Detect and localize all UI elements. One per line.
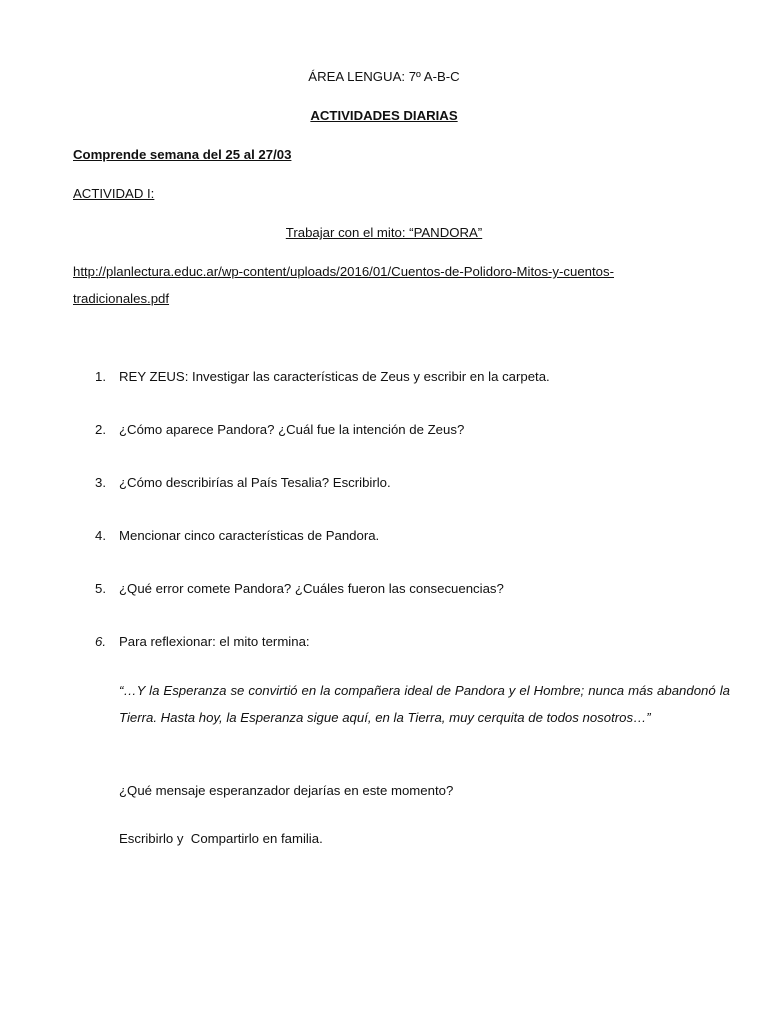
list-number: 6. bbox=[95, 634, 106, 649]
list-item-4 bbox=[95, 527, 730, 545]
myth-quote bbox=[119, 677, 730, 731]
reflection-question bbox=[119, 782, 730, 800]
list-item-text: Mencionar cinco características de Pandora. bbox=[119, 528, 380, 543]
resource-link-line-1[interactable] bbox=[73, 263, 730, 281]
work-title-text: Trabajar con el mito: “PANDORA” bbox=[285, 225, 483, 240]
resource-link-continued[interactable]: tradicionales.pdf bbox=[73, 291, 170, 306]
title-text: ÁREA LENGUA: 7º A-B-C bbox=[308, 69, 460, 84]
document-subtitle bbox=[0, 107, 768, 125]
list-item-text: ¿Qué error comete Pandora? ¿Cuáles fueron las consecuencias? bbox=[119, 581, 504, 596]
subtitle-text: ACTIVIDADES DIARIAS bbox=[310, 108, 458, 123]
list-item-5 bbox=[95, 580, 730, 598]
list-item-1 bbox=[95, 368, 730, 386]
document-title bbox=[0, 68, 768, 86]
list-item-text: ¿Cómo aparece Pandora? ¿Cuál fue la intención de Zeus? bbox=[119, 422, 465, 437]
week-heading bbox=[73, 146, 730, 164]
work-title bbox=[0, 224, 768, 242]
quote-text: “…Y la Esperanza se convirtió en la compañera ideal de Pandora y el Hombre; nunca más abandonó la Tierra. Hasta hoy, la Esperanza sigue aquí, en la Tierra, muy cerquita de todos nosotros…” bbox=[119, 683, 730, 725]
closing-text: Escribirlo y Compartirlo en familia. bbox=[119, 831, 323, 846]
list-number: 1. bbox=[95, 369, 106, 384]
list-number: 2. bbox=[95, 422, 106, 437]
list-item-text: ¿Cómo describirías al País Tesalia? Escribirlo. bbox=[119, 475, 391, 490]
list-item-2 bbox=[95, 421, 730, 439]
list-item-3 bbox=[95, 474, 730, 492]
list-number: 5. bbox=[95, 581, 106, 596]
list-number: 3. bbox=[95, 475, 106, 490]
list-item-6 bbox=[95, 633, 730, 651]
activity-text: ACTIVIDAD I: bbox=[73, 186, 155, 201]
closing-instruction bbox=[119, 830, 730, 848]
list-number: 4. bbox=[95, 528, 106, 543]
list-item-text: REY ZEUS: Investigar las características de Zeus y escribir en la carpeta. bbox=[119, 369, 550, 384]
resource-link[interactable]: http://planlectura.educ.ar/wp-content/uploads/2016/01/Cuentos-de-Polidoro-Mitos-y-cuentos- bbox=[73, 264, 614, 279]
week-text: Comprende semana del 25 al 27/03 bbox=[73, 147, 292, 162]
list-item-text: Para reflexionar: el mito termina: bbox=[119, 634, 310, 649]
question-text: ¿Qué mensaje esperanzador dejarías en este momento? bbox=[119, 783, 454, 798]
resource-link-line-2[interactable] bbox=[73, 290, 730, 308]
activity-heading bbox=[73, 185, 730, 203]
